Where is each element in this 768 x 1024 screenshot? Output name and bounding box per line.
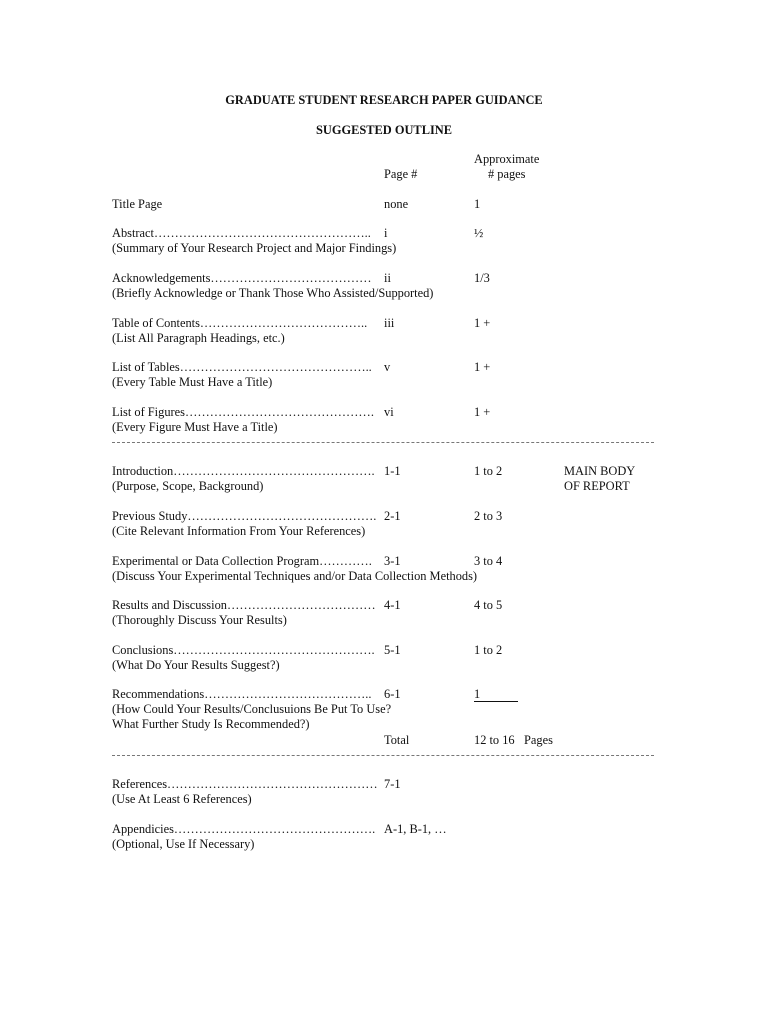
total-value: 12 to 16 [474,733,515,747]
total-label: Total [384,733,410,747]
entry-conclusions-heading: Conclusions…………………………………………. [112,643,375,657]
document-title: GRADUATE STUDENT RESEARCH PAPER GUIDANCE [225,93,543,107]
entry-experimental-note: (Discuss Your Experimental Techniques and/or Data Collection Methods) [112,569,478,583]
entry-list-of-tables-note: (Every Table Must Have a Title) [112,375,273,389]
entry-list-of-tables-page: v [384,360,391,374]
entry-recommendations-pages: 1 [474,688,518,702]
entry-results-page: 4-1 [384,598,401,612]
entry-list-of-tables-pages: 1 + [474,360,491,374]
page-number-header: Page # [384,167,418,181]
entry-experimental-page: 3-1 [384,554,401,568]
entry-title-page-page: none [384,197,409,211]
entry-acknowledgements-note: (Briefly Acknowledge or Thank Those Who Assisted/Supported) [112,286,434,300]
entry-previous-study-pages: 2 to 3 [474,509,503,523]
entry-appendices-note: (Optional, Use If Necessary) [112,837,255,851]
entry-toc-pages: 1 + [474,316,491,330]
entry-recommendations-page: 6-1 [384,687,401,701]
entry-toc-note: (List All Paragraph Headings, etc.) [112,331,285,345]
entry-abstract-note: (Summary of Your Research Project and Major Findings) [112,241,397,255]
entry-introduction-page: 1-1 [384,464,401,478]
entry-list-of-figures-pages: 1 + [474,405,491,419]
entry-abstract-pages: ½ [474,226,484,240]
main-body-label-line2: OF REPORT [564,479,630,493]
entry-previous-study-note: (Cite Relevant Information From Your References) [112,524,366,538]
entry-toc-page: iii [384,316,395,330]
entry-experimental-heading: Experimental or Data Collection Program…………. [112,554,372,568]
entry-introduction-pages: 1 to 2 [474,464,503,478]
entry-acknowledgements-heading: Acknowledgements………………………………… [112,271,372,285]
entry-introduction-note: (Purpose, Scope, Background) [112,479,264,493]
entry-toc-heading: Table of Contents………………………………….. [112,316,368,330]
entry-list-of-figures-note: (Every Figure Must Have a Title) [112,420,278,434]
entry-list-of-tables-heading: List of Tables……………………………………….. [112,360,372,374]
entry-results-note: (Thoroughly Discuss Your Results) [112,613,287,627]
entry-results-heading: Results and Discussion……………………………… [112,598,376,612]
document-subtitle: SUGGESTED OUTLINE [316,123,452,137]
entry-recommendations-note: (How Could Your Results/Conclusuions Be Put To Use? [112,702,392,716]
entry-acknowledgements-pages: 1/3 [474,271,490,285]
entry-abstract-heading: Abstract…………………………………………….. [112,226,371,240]
entry-conclusions-pages: 1 to 2 [474,643,503,657]
entry-recommendations-note2: What Further Study Is Recommended?) [112,717,310,731]
entry-conclusions-note: (What Do Your Results Suggest?) [112,658,280,672]
total-unit: Pages [524,733,553,747]
entry-introduction-heading: Introduction…………………………………………. [112,464,375,478]
entry-previous-study-heading: Previous Study………………………………………. [112,509,377,523]
entry-references-heading: References…………………………………………… [112,777,378,791]
section-divider-1 [112,442,654,443]
main-body-label-line1: MAIN BODY [564,464,636,478]
entry-recommendations-pages-cell [474,687,518,702]
entry-results-pages: 4 to 5 [474,598,503,612]
entry-references-page: 7-1 [384,777,401,791]
entry-references-note: (Use At Least 6 References) [112,792,252,806]
entry-title-page-pages: 1 [474,197,481,211]
entry-appendices-heading: Appendicies…………………………………………. [112,822,376,836]
entry-list-of-figures-page: vi [384,405,394,419]
entry-conclusions-page: 5-1 [384,643,401,657]
entry-list-of-figures-heading: List of Figures………………………………………. [112,405,374,419]
approx-pages-header-line1: Approximate [474,152,540,166]
entry-previous-study-page: 2-1 [384,509,401,523]
approx-pages-header-line2: # pages [488,167,526,181]
section-divider-2 [112,755,654,756]
entry-experimental-pages: 3 to 4 [474,554,503,568]
entry-title-page-heading: Title Page [112,197,163,211]
entry-recommendations-heading: Recommendations………………………………….. [112,687,372,701]
entry-abstract-page: i [384,226,388,240]
entry-appendices-page: A-1, B-1, … [384,822,447,836]
entry-acknowledgements-page: ii [384,271,391,285]
